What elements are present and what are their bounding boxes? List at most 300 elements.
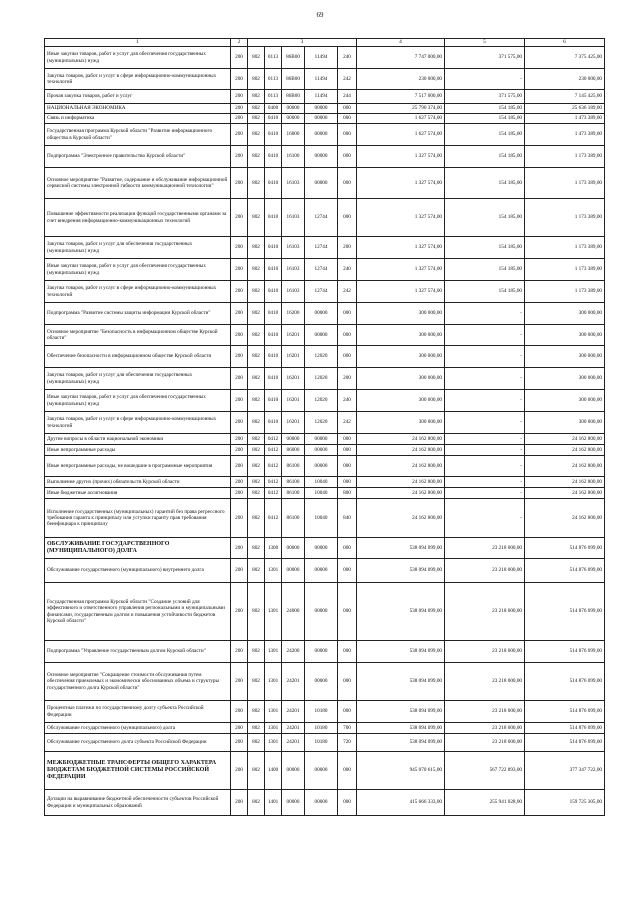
row-csr2: 00000 — [305, 114, 338, 124]
header-cell: 4 — [357, 39, 445, 47]
row-pr: 0410 — [265, 146, 282, 168]
row-csr1: 16103 — [282, 281, 305, 303]
row-csr1: 86000 — [282, 445, 305, 456]
row-sum-total: 24 162 800,00 — [357, 488, 445, 499]
row-glav: 200 — [231, 456, 248, 477]
row-sum-change: - — [445, 69, 525, 90]
row-rz: 802 — [248, 723, 265, 734]
row-name: Государственная программа Курской области "Развитие информационного общества в Курской области" — [45, 124, 231, 146]
row-name: Иные непрограммные расходы — [45, 445, 231, 456]
row-rz: 802 — [248, 734, 265, 752]
row-sum-result: 1 173 389,00 — [525, 259, 605, 281]
row-name: Прочая закупка товаров, работ и услуг — [45, 90, 231, 104]
row-csr1: 24201 — [282, 701, 305, 723]
row-sum-change: 154 185,00 — [445, 281, 525, 303]
row-vr: 000 — [338, 477, 357, 488]
row-sum-total: 300 000,00 — [357, 412, 445, 434]
row-vr: 000 — [338, 104, 357, 114]
row-csr2: 00000 — [305, 445, 338, 456]
row-name: Подпрограмма "Электронное правительство Курской области" — [45, 146, 231, 168]
row-rz: 802 — [248, 456, 265, 477]
row-sum-result: 1 473 389,00 — [525, 114, 605, 124]
row-vr: 000 — [338, 583, 357, 641]
row-csr1: 24000 — [282, 583, 305, 641]
row-csr1: 00000 — [282, 559, 305, 583]
row-sum-result: 1 173 389,00 — [525, 168, 605, 199]
row-vr: 000 — [338, 701, 357, 723]
row-name: Обслуживание государственного (муниципального) внутреннего долга — [45, 559, 231, 583]
row-sum-change: 371 575,00 — [445, 47, 525, 69]
row-rz: 802 — [248, 168, 265, 199]
row-csr1: 16201 — [282, 368, 305, 390]
row-pr: 0410 — [265, 237, 282, 259]
row-name: Дотации на выравнивание бюджетной обеспеченности субъектов Российской Федерации и муниципальных образований — [45, 790, 231, 816]
row-glav: 200 — [231, 499, 248, 538]
row-pr: 0410 — [265, 390, 282, 412]
row-csr2: 12744 — [305, 259, 338, 281]
row-glav: 200 — [231, 641, 248, 663]
row-pr: 1301 — [265, 734, 282, 752]
row-sum-change: 154 185,00 — [445, 104, 525, 114]
row-pr: 1300 — [265, 538, 282, 559]
row-sum-change: - — [445, 445, 525, 456]
row-vr: 242 — [338, 281, 357, 303]
row-vr: 000 — [338, 456, 357, 477]
row-csr1: 00000 — [282, 752, 305, 790]
row-glav: 200 — [231, 477, 248, 488]
row-pr: 0400 — [265, 104, 282, 114]
row-sum-total: 300 000,00 — [357, 303, 445, 325]
table-row — [45, 434, 605, 445]
row-sum-change: 23 218 000,00 — [445, 663, 525, 701]
row-rz: 802 — [248, 538, 265, 559]
row-glav: 200 — [231, 488, 248, 499]
row-vr: 000 — [338, 790, 357, 816]
row-name: Выполнение других (прочих) обязательств Курской области — [45, 477, 231, 488]
row-csr2: 12020 — [305, 412, 338, 434]
row-sum-total: 415 666 333,00 — [357, 790, 445, 816]
row-csr2: 00000 — [305, 456, 338, 477]
row-name: ОБСЛУЖИВАНИЕ ГОСУДАРСТВЕННОГО (МУНИЦИПАЛЬНОГО) ДОЛГА — [45, 538, 231, 559]
table-row — [45, 752, 605, 790]
row-rz: 802 — [248, 114, 265, 124]
row-sum-result: 7 375 425,00 — [525, 47, 605, 69]
row-sum-change: - — [445, 325, 525, 346]
row-csr1: 16103 — [282, 168, 305, 199]
row-sum-total: 1 327 574,00 — [357, 168, 445, 199]
row-name: Закупка товаров, работ и услуг для обеспечения государственных (муниципальных) нужд — [45, 237, 231, 259]
row-sum-change: - — [445, 456, 525, 477]
row-sum-total: 1 327 574,00 — [357, 199, 445, 237]
row-vr: 000 — [338, 168, 357, 199]
row-sum-result: 514 876 099,00 — [525, 734, 605, 752]
row-csr1: 00000 — [282, 434, 305, 445]
row-csr2: 00000 — [305, 124, 338, 146]
row-pr: 0410 — [265, 325, 282, 346]
row-pr: 0412 — [265, 477, 282, 488]
row-sum-total: 1 327 574,00 — [357, 259, 445, 281]
row-pr: 0410 — [265, 259, 282, 281]
table-row — [45, 199, 605, 237]
row-glav: 200 — [231, 325, 248, 346]
row-pr: 1301 — [265, 701, 282, 723]
row-pr: 0412 — [265, 445, 282, 456]
row-rz: 802 — [248, 390, 265, 412]
row-vr: 000 — [338, 325, 357, 346]
row-pr: 0412 — [265, 434, 282, 445]
row-vr: 800 — [338, 488, 357, 499]
row-sum-total: 538 094 099,00 — [357, 538, 445, 559]
row-sum-total: 24 162 800,00 — [357, 434, 445, 445]
row-rz: 802 — [248, 663, 265, 701]
row-csr2: 00000 — [305, 752, 338, 790]
table-row — [45, 114, 605, 124]
row-sum-result: 1 173 389,00 — [525, 281, 605, 303]
row-glav: 200 — [231, 434, 248, 445]
row-rz: 802 — [248, 790, 265, 816]
row-sum-total: 24 162 800,00 — [357, 445, 445, 456]
table-row — [45, 477, 605, 488]
row-vr: 000 — [338, 663, 357, 701]
row-pr: 1301 — [265, 559, 282, 583]
row-name: Закупка товаров, работ и услуг для обеспечения государственных (муниципальных) нужд — [45, 368, 231, 390]
row-name: Закупка товаров, работ и услуг в сфере информационно-коммуникационных технологий — [45, 69, 231, 90]
row-sum-total: 945 070 615,00 — [357, 752, 445, 790]
row-csr1: 86В00 — [282, 47, 305, 69]
row-sum-result: 24 162 800,00 — [525, 445, 605, 456]
row-sum-change: 567 722 893,00 — [445, 752, 525, 790]
row-vr: 240 — [338, 390, 357, 412]
table-row — [45, 701, 605, 723]
table-row — [45, 281, 605, 303]
row-sum-total: 538 094 099,00 — [357, 641, 445, 663]
row-pr: 0412 — [265, 456, 282, 477]
row-sum-result: 300 000,00 — [525, 412, 605, 434]
row-csr1: 16201 — [282, 325, 305, 346]
row-sum-change: 154 185,00 — [445, 237, 525, 259]
row-sum-change: 371 575,00 — [445, 90, 525, 104]
row-csr2: 12020 — [305, 368, 338, 390]
row-csr1: 16000 — [282, 124, 305, 146]
table-row — [45, 368, 605, 390]
row-csr1: 24201 — [282, 734, 305, 752]
table-row — [45, 641, 605, 663]
budget-table — [44, 38, 605, 816]
row-name: Иные закупки товаров, работ и услуг для обеспечения государственных (муниципальных) нужд — [45, 390, 231, 412]
row-rz: 802 — [248, 69, 265, 90]
table-row — [45, 723, 605, 734]
row-csr1: 24201 — [282, 723, 305, 734]
row-vr: 000 — [338, 641, 357, 663]
table-row — [45, 488, 605, 499]
row-sum-total: 230 000,00 — [357, 69, 445, 90]
row-name: Иные закупки товаров, работ и услуг для обеспечения государственных (муниципальных) нужд — [45, 259, 231, 281]
row-sum-result: 300 000,00 — [525, 368, 605, 390]
row-rz: 802 — [248, 47, 265, 69]
row-csr1: 86100 — [282, 477, 305, 488]
row-sum-change: 154 185,00 — [445, 124, 525, 146]
row-glav: 200 — [231, 47, 248, 69]
row-glav: 200 — [231, 734, 248, 752]
row-vr: 840 — [338, 499, 357, 538]
row-vr: 720 — [338, 734, 357, 752]
row-pr: 0113 — [265, 69, 282, 90]
row-csr2: 12744 — [305, 237, 338, 259]
row-rz: 802 — [248, 412, 265, 434]
row-csr2: 10040 — [305, 477, 338, 488]
row-pr: 1401 — [265, 790, 282, 816]
row-pr: 0410 — [265, 281, 282, 303]
row-sum-change: - — [445, 390, 525, 412]
row-name: Обслуживание государственного (муниципального) долга — [45, 723, 231, 734]
header-cell: 5 — [445, 39, 525, 47]
table-row — [45, 69, 605, 90]
row-vr: 240 — [338, 259, 357, 281]
row-sum-total: 538 094 099,00 — [357, 723, 445, 734]
row-name: Подпрограмма "Развитие системы защиты информации Курской области" — [45, 303, 231, 325]
row-name: Иные непрограммные расходы, не вошедшие в программные мероприятия — [45, 456, 231, 477]
row-sum-result: 514 876 099,00 — [525, 641, 605, 663]
row-glav: 200 — [231, 790, 248, 816]
table-row — [45, 538, 605, 559]
row-sum-change: 23 218 000,00 — [445, 538, 525, 559]
row-csr2: 10040 — [305, 499, 338, 538]
row-pr: 1301 — [265, 641, 282, 663]
row-name: Основное мероприятие "Сокращение стоимости обслуживания путем обеспечения приемлемых и экономически обоснованных объема и структуры государственного долга Курской области" — [45, 663, 231, 701]
row-pr: 0410 — [265, 168, 282, 199]
row-rz: 802 — [248, 104, 265, 114]
row-glav: 200 — [231, 723, 248, 734]
row-csr2: 12020 — [305, 346, 338, 368]
table-row — [45, 790, 605, 816]
table-row — [45, 734, 605, 752]
row-name: Обслуживание государственного долга субъекта Российской Федерации — [45, 734, 231, 752]
row-name: Иные бюджетные ассигнования — [45, 488, 231, 499]
row-csr2: 11494 — [305, 69, 338, 90]
row-csr2: 12744 — [305, 199, 338, 237]
row-sum-total: 300 000,00 — [357, 325, 445, 346]
row-sum-total: 538 094 099,00 — [357, 701, 445, 723]
row-sum-total: 538 094 099,00 — [357, 583, 445, 641]
row-glav: 200 — [231, 390, 248, 412]
row-csr1: 16103 — [282, 237, 305, 259]
row-sum-total: 1 327 574,00 — [357, 237, 445, 259]
row-sum-change: 23 218 000,00 — [445, 701, 525, 723]
row-csr1: 16103 — [282, 199, 305, 237]
row-rz: 802 — [248, 237, 265, 259]
row-sum-result: 514 876 099,00 — [525, 583, 605, 641]
row-csr1: 24200 — [282, 641, 305, 663]
row-sum-result: 1 173 389,00 — [525, 199, 605, 237]
row-pr: 0410 — [265, 412, 282, 434]
row-pr: 0410 — [265, 346, 282, 368]
row-vr: 000 — [338, 559, 357, 583]
row-sum-change: - — [445, 368, 525, 390]
table-row — [45, 303, 605, 325]
row-sum-result: 24 162 800,00 — [525, 477, 605, 488]
row-name: Государственная программа Курской области "Создание условий для эффективного и ответственного управления региональными и муниципальными финансами, государственным долгом и повышения устойчивости бюджетов Курской области" — [45, 583, 231, 641]
table-row — [45, 663, 605, 701]
row-vr: 244 — [338, 90, 357, 104]
row-sum-result: 1 473 389,00 — [525, 124, 605, 146]
row-rz: 802 — [248, 701, 265, 723]
row-sum-result: 7 145 425,00 — [525, 90, 605, 104]
page-number: 69 — [316, 11, 324, 19]
row-vr: 000 — [338, 199, 357, 237]
row-glav: 200 — [231, 69, 248, 90]
row-pr: 0412 — [265, 488, 282, 499]
row-sum-change: 255 941 028,00 — [445, 790, 525, 816]
row-vr: 200 — [338, 368, 357, 390]
table-row — [45, 47, 605, 69]
row-csr2: 10180 — [305, 723, 338, 734]
row-pr: 0410 — [265, 124, 282, 146]
row-name: Исполнение государственных (муниципальных) гарантий без права регрессного требования гаранта к принципалу или уступки гаранту прав требования бенефициара к принципалу — [45, 499, 231, 538]
header-cell: 3 — [248, 39, 357, 47]
row-pr: 0410 — [265, 303, 282, 325]
row-rz: 802 — [248, 445, 265, 456]
row-csr2: 10180 — [305, 734, 338, 752]
row-sum-total: 300 000,00 — [357, 368, 445, 390]
row-csr2: 00000 — [305, 168, 338, 199]
row-csr1: 86100 — [282, 488, 305, 499]
table-row — [45, 456, 605, 477]
row-sum-total: 1 627 574,00 — [357, 124, 445, 146]
row-name: Подпрограмма "Управление государственным долгом Курской области" — [45, 641, 231, 663]
table-row — [45, 124, 605, 146]
row-sum-result: 300 000,00 — [525, 346, 605, 368]
row-pr: 1400 — [265, 752, 282, 790]
row-name: Закупка товаров, работ и услуг в сфере информационно-коммуникационных технологий — [45, 412, 231, 434]
row-vr: 000 — [338, 146, 357, 168]
row-glav: 200 — [231, 146, 248, 168]
row-rz: 802 — [248, 488, 265, 499]
row-pr: 0113 — [265, 47, 282, 69]
row-sum-change: 23 218 000,00 — [445, 641, 525, 663]
row-sum-result: 377 347 722,00 — [525, 752, 605, 790]
row-vr: 000 — [338, 752, 357, 790]
table-row — [45, 104, 605, 114]
row-csr2: 00000 — [305, 146, 338, 168]
table-header-row — [45, 39, 605, 47]
row-sum-change: 23 218 000,00 — [445, 559, 525, 583]
row-glav: 200 — [231, 445, 248, 456]
row-csr1: 86100 — [282, 456, 305, 477]
row-name: НАЦИОНАЛЬНАЯ ЭКОНОМИКА — [45, 104, 231, 114]
row-glav: 200 — [231, 559, 248, 583]
row-csr2: 10180 — [305, 701, 338, 723]
row-glav: 200 — [231, 346, 248, 368]
row-sum-result: 159 725 305,00 — [525, 790, 605, 816]
row-glav: 200 — [231, 281, 248, 303]
row-rz: 802 — [248, 124, 265, 146]
row-vr: 000 — [338, 346, 357, 368]
row-csr2: 00000 — [305, 325, 338, 346]
row-sum-change: - — [445, 477, 525, 488]
row-sum-total: 538 094 099,00 — [357, 663, 445, 701]
row-csr1: 86100 — [282, 499, 305, 538]
row-sum-change: 154 185,00 — [445, 168, 525, 199]
row-sum-result: 24 162 800,00 — [525, 499, 605, 538]
row-rz: 802 — [248, 90, 265, 104]
row-csr2: 00000 — [305, 538, 338, 559]
row-csr1: 24201 — [282, 663, 305, 701]
row-rz: 802 — [248, 199, 265, 237]
row-csr1: 16201 — [282, 346, 305, 368]
row-name: Другие вопросы в области национальной экономики — [45, 434, 231, 445]
row-sum-change: - — [445, 346, 525, 368]
row-pr: 0410 — [265, 368, 282, 390]
table-row — [45, 583, 605, 641]
row-vr: 240 — [338, 47, 357, 69]
row-glav: 200 — [231, 538, 248, 559]
row-csr2: 12020 — [305, 390, 338, 412]
table-row — [45, 325, 605, 346]
row-name: Основное мероприятие "Развитие, содержание и обслуживание информационной сервисной системы электронной гибкости коммуникационной технологии" — [45, 168, 231, 199]
row-csr1: 00000 — [282, 790, 305, 816]
table-row — [45, 237, 605, 259]
row-sum-change: 154 185,00 — [445, 199, 525, 237]
row-name: Основное мероприятие "Безопасность в информационном обществе Курской области" — [45, 325, 231, 346]
row-sum-result: 1 173 389,00 — [525, 237, 605, 259]
row-sum-change: - — [445, 434, 525, 445]
row-sum-change: - — [445, 488, 525, 499]
header-cell: 6 — [525, 39, 605, 47]
row-sum-change: 154 185,00 — [445, 146, 525, 168]
row-csr2: 00000 — [305, 641, 338, 663]
row-rz: 802 — [248, 325, 265, 346]
row-csr1: 00000 — [282, 114, 305, 124]
table-row — [45, 168, 605, 199]
row-csr1: 16100 — [282, 146, 305, 168]
row-csr1: 86В00 — [282, 69, 305, 90]
row-sum-result: 25 636 189,00 — [525, 104, 605, 114]
row-glav: 200 — [231, 90, 248, 104]
row-rz: 802 — [248, 434, 265, 445]
row-glav: 200 — [231, 168, 248, 199]
row-csr1: 16103 — [282, 259, 305, 281]
row-sum-change: 23 218 000,00 — [445, 583, 525, 641]
row-rz: 802 — [248, 259, 265, 281]
row-pr: 0410 — [265, 114, 282, 124]
row-vr: 000 — [338, 445, 357, 456]
row-csr1: 86В00 — [282, 90, 305, 104]
row-csr2: 00000 — [305, 583, 338, 641]
row-pr: 0410 — [265, 199, 282, 237]
row-glav: 200 — [231, 259, 248, 281]
row-name: Закупка товаров, работ и услуг в сфере информационно-коммуникационных технологий — [45, 281, 231, 303]
row-sum-total: 300 000,00 — [357, 390, 445, 412]
row-sum-total: 1 627 574,00 — [357, 114, 445, 124]
row-sum-change: 23 218 000,00 — [445, 723, 525, 734]
row-rz: 802 — [248, 752, 265, 790]
row-sum-total: 7 747 000,00 — [357, 47, 445, 69]
row-vr: 000 — [338, 124, 357, 146]
row-glav: 200 — [231, 701, 248, 723]
row-name: Связь и информатика — [45, 114, 231, 124]
row-sum-total: 7 517 000,00 — [357, 90, 445, 104]
row-sum-result: 514 876 099,00 — [525, 723, 605, 734]
row-glav: 200 — [231, 752, 248, 790]
row-vr: 700 — [338, 723, 357, 734]
row-csr1: 00000 — [282, 104, 305, 114]
row-glav: 200 — [231, 237, 248, 259]
row-sum-change: - — [445, 412, 525, 434]
row-sum-total: 538 094 099,00 — [357, 559, 445, 583]
row-vr: 000 — [338, 434, 357, 445]
row-name: Процентные платежи по государственному долгу субъекта Российской Федерации — [45, 701, 231, 723]
row-csr1: 00000 — [282, 538, 305, 559]
